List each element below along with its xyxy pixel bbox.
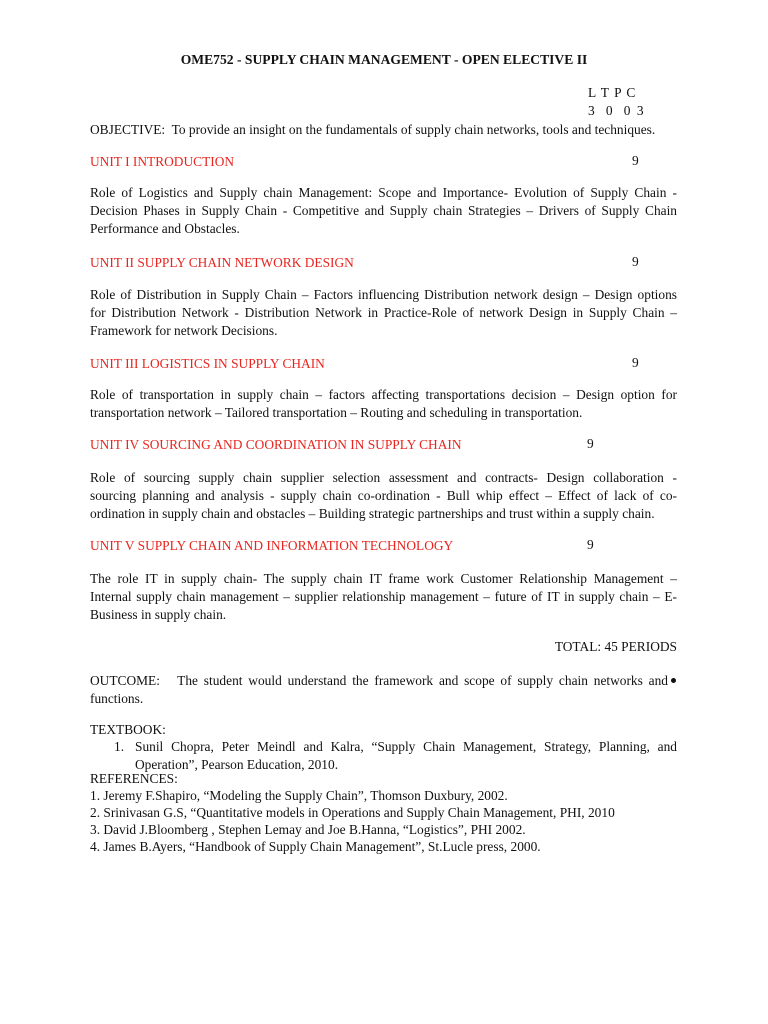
text-line: Role of sourcing supply chain supplier selection assessment and contracts- Design collaboration -	[90, 470, 677, 485]
text-line: The role IT in supply chain- The supply chain IT frame work Customer Relationship Management –	[90, 571, 677, 586]
reference-item: 1. Jeremy F.Shapiro, “Modeling the Supply Chain”, Thomson Duxbury, 2002.	[90, 788, 508, 803]
ltpc-values: 3 0 0 3	[588, 103, 646, 118]
unit-2-hours: 9	[632, 254, 639, 269]
textbook-item-number: 1.	[114, 739, 125, 754]
text-line: Performance and Obstacles.	[90, 221, 240, 237]
total-periods: TOTAL: 45 PERIODS	[554, 639, 677, 654]
unit-5-title: UNIT V SUPPLY CHAIN AND INFORMATION TECHNOLOGY	[90, 538, 454, 553]
bullet-dot-icon	[671, 678, 676, 683]
unit-1-hours: 9	[632, 153, 639, 168]
objective-text: OBJECTIVE: To provide an insight on the fundamentals of supply chain networks, tools and techniques.	[90, 122, 656, 137]
unit-4-title: UNIT IV SOURCING AND COORDINATION IN SUPPLY CHAIN	[90, 437, 462, 452]
outcome-section	[90, 672, 677, 708]
unit-1-description	[90, 184, 677, 239]
ltpc-label: L T P C	[588, 85, 637, 100]
outcome-line: functions.	[90, 691, 144, 707]
document-title: OME752 - SUPPLY CHAIN MANAGEMENT - OPEN ELECTIVE II	[180, 52, 588, 67]
outcome-line: OUTCOME: The student would understand the framework and scope of supply chain networks and	[90, 673, 668, 688]
unit-1-title: UNIT I INTRODUCTION	[90, 154, 235, 169]
unit-2-description	[90, 286, 677, 341]
reference-item: 2. Srinivasan G.S, “Quantitative models in Operations and Supply Chain Management, PHI, 2010	[90, 805, 615, 820]
references-heading: REFERENCES:	[90, 771, 178, 786]
text-line: transportation network – Tailored transportation – Routing and scheduling in transportation.	[90, 405, 583, 421]
text-line: Decision Phases in Supply Chain - Competitive and Supply chain Strategies – Drivers of Supply Chain	[90, 203, 677, 219]
reference-item: 4. James B.Ayers, “Handbook of Supply Chain Management”, St.Lucle press, 2000.	[90, 839, 541, 854]
unit-4-description	[90, 469, 677, 524]
textbook-heading: TEXTBOOK:	[90, 722, 166, 737]
unit-4-hours: 9	[587, 436, 594, 451]
text-line: Sunil Chopra, Peter Meindl and Kalra, “Supply Chain Management, Strategy, Planning, and	[135, 739, 677, 754]
text-line: Business in supply chain.	[90, 607, 227, 623]
text-line: Internal supply chain management – supplier relationship management – future of IT in supply chain – E-	[90, 589, 677, 605]
text-line: Framework for network Decisions.	[90, 323, 278, 339]
text-line: Operation”, Pearson Education, 2010.	[135, 757, 339, 773]
unit-2-title: UNIT II SUPPLY CHAIN NETWORK DESIGN	[90, 255, 354, 270]
text-line: ordination in supply chain and obstacles – Building strategic partnerships and trust within a supply chain.	[90, 506, 655, 522]
unit-3-description	[90, 386, 677, 422]
text-line: Role of Logistics and Supply chain Management: Scope and Importance- Evolution of Supply Chain -	[90, 185, 677, 200]
text-line: for Distribution Network - Distribution Network in Practice-Role of network Design in Supply Chain –	[90, 305, 677, 321]
text-line: Role of Distribution in Supply Chain – Factors influencing Distribution network design – Design options	[90, 287, 677, 302]
unit-3-hours: 9	[632, 355, 639, 370]
textbook-item	[135, 738, 677, 774]
unit-3-title: UNIT III LOGISTICS IN SUPPLY CHAIN	[90, 356, 325, 371]
text-line: Role of transportation in supply chain – factors affecting transportations decision – Design option for	[90, 387, 677, 402]
reference-item: 3. David J.Bloomberg , Stephen Lemay and Joe B.Hanna, “Logistics”, PHI 2002.	[90, 822, 526, 837]
unit-5-hours: 9	[587, 537, 594, 552]
unit-5-description	[90, 570, 677, 625]
text-line: sourcing planning and analysis - supply chain co-ordination - Bull whip effect – Effect of lack of co-	[90, 488, 677, 504]
